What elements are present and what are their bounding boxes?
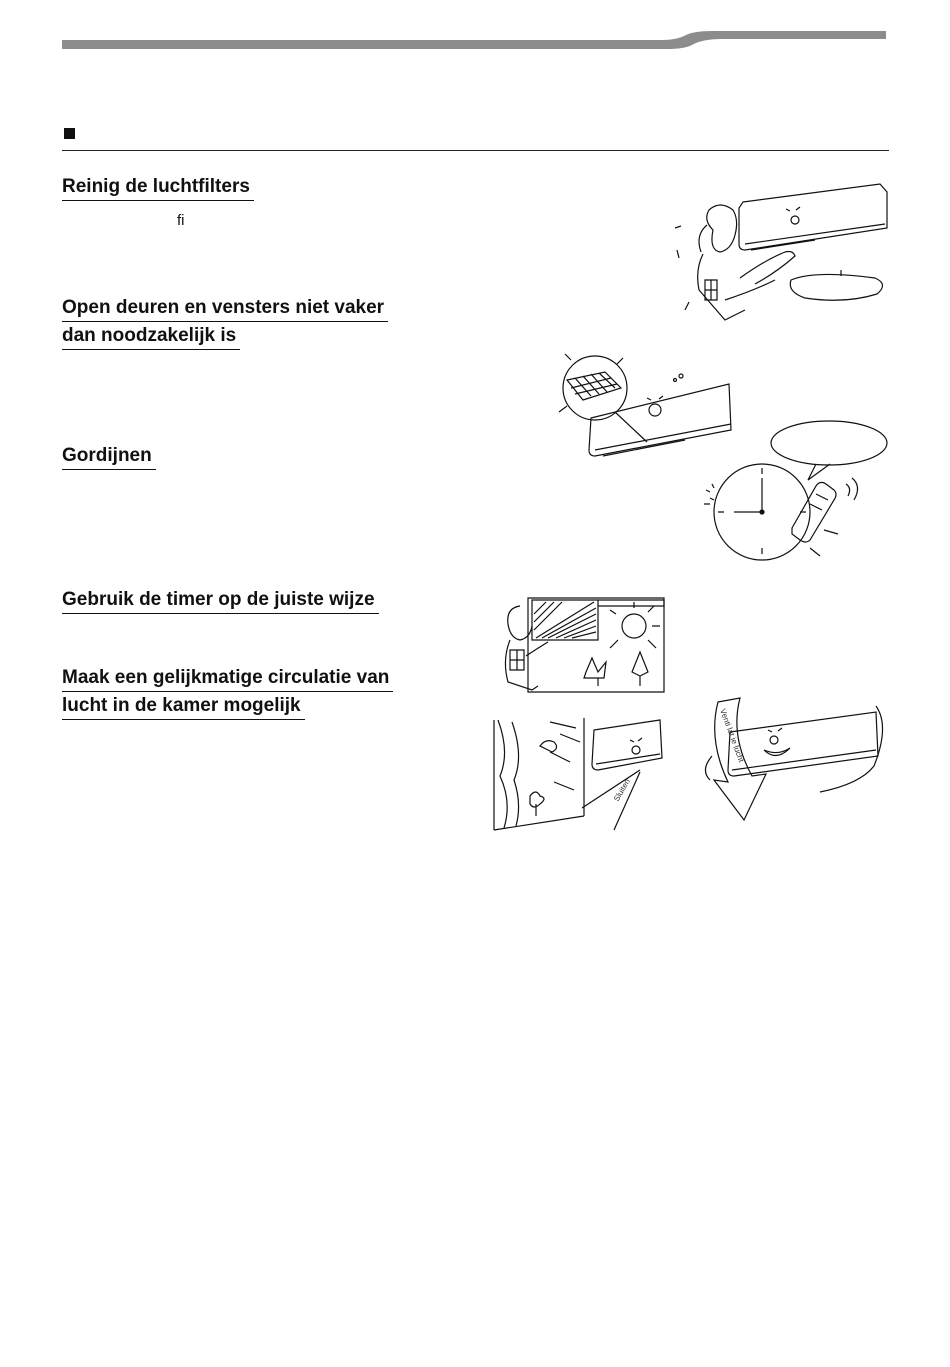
tip-heading-clean-filters [62,173,254,201]
tip-heading-line2: dan noodzakelijk is [62,322,240,350]
tip-heading-text: Reinig de luchtfilters [62,173,254,201]
curtain-illustration [498,590,668,695]
timer-clock-illustration [698,420,890,565]
section-marker-icon [64,128,75,139]
section-divider [62,150,889,151]
hot-person-illustration [665,180,890,340]
tip-heading-line2: lucht in de kamer mogelijk [62,692,305,720]
tip-heading-timer [62,586,379,614]
tip-heading-text: Gordijnen [62,442,156,470]
tip-heading-text: Gebruik de timer op de juiste wijze [62,586,379,614]
air-circulation-illustration [700,696,885,824]
tip-heading-doors-windows [62,294,388,350]
shutter-label: Sluiten [611,777,632,803]
open-window-illustration [490,712,667,832]
tip-heading-line1: Open deuren en vensters niet vaker [62,294,388,322]
header-bar [62,31,886,51]
airflow-label: Venti lat ie lucht [718,707,746,764]
tip-heading-curtains [62,442,156,470]
tip-heading-line1: Maak een gelijkmatige circulatie van [62,664,393,692]
tip-heading-air-circulation [62,664,393,720]
tip-body-text: fi [177,212,185,229]
